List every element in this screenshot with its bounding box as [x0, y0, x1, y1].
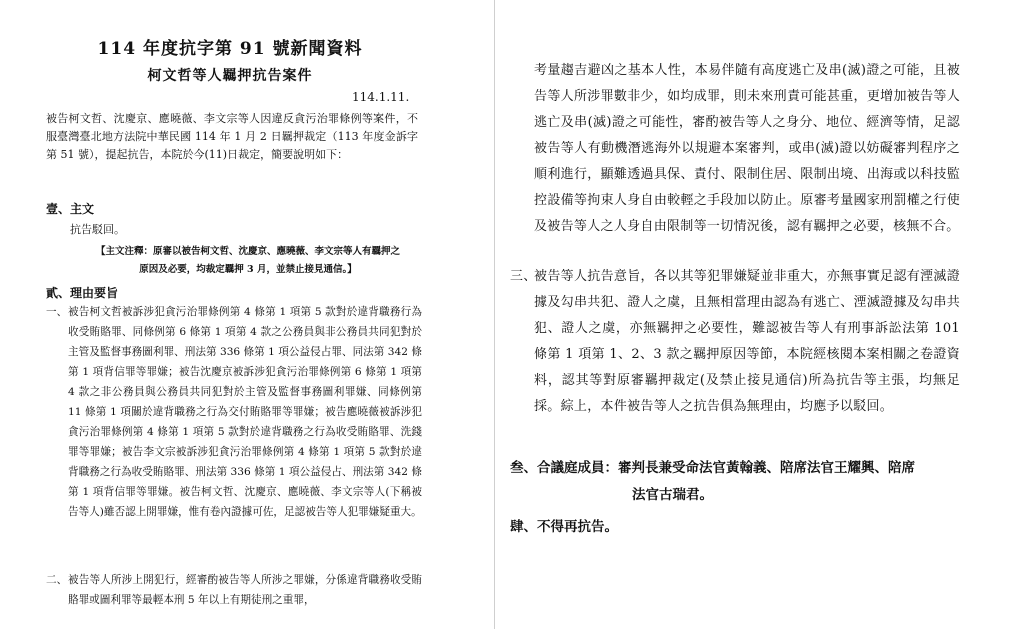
no-further-appeal: 肆、不得再抗告。 [510, 519, 618, 535]
document-title: 114 年度抗字第 91 號新聞資料 [97, 39, 363, 59]
reason-item-2-text: 被告等人所涉上開犯行，經審酌被告等人所涉之罪嫌，分係違背職務收受賄賂罪或圖利罪等最輕本刑 5 年以上有期徒刑之重罪， [68, 574, 422, 606]
reason-item-2-number: 二、 [46, 574, 68, 586]
ruling-text: 抗告駁回。 [70, 223, 125, 236]
panel-members [510, 455, 980, 509]
reason-item-2 [46, 570, 422, 610]
reason-item-1-text: 被告柯文哲被訴涉犯貪污治罪條例第 4 條第 1 項第 5 款對於違背職務行為收受賄賂罪、同條例第 6 條第 1 項第 4 款之公務員與非公務員共同犯對於主管及監督事務圖利罪、刑法第 336 條第 1 項公益侵占罪、同法第 342 條第 1 項背信罪等罪嫌；被告沈慶京被訴涉犯貪污治罪條例第 6 條第 1 項第 4 款之非公務員與公務員共同犯對於主管及監督事務圖利罪嫌、同條例第 11 條第 1 項關於違背職務之行為交付賄賂罪等罪嫌；被告應曉薇被訴涉犯貪污治罪條例第 4 條第 1 項第 5 款對於違背職務之行為收受賄賂罪、洗錢罪等罪嫌；被告李文宗被訴涉犯貪污治罪條例第 4 條第 1 項第 5 款對於違背職務之行為收受賄賂罪、刑法第 336 條第 1 項公益侵占、刑法第 342 條第 1 項背信罪等罪嫌。被告柯文哲、沈慶京、應曉薇、李文宗等人(下稱被告等人)雖否認上開罪嫌，惟有卷內證據可佐，足認被告等人犯罪嫌疑重大。 [68, 306, 422, 518]
reason-item-3-number: 三、 [510, 269, 537, 284]
reason-item-1 [46, 302, 422, 522]
panel-members-line-1: 叁、合議庭成員：審判長兼受命法官黃翰義、陪席法官王耀興、陪席 [510, 460, 915, 476]
ruling-note-line-2: 原因及必要，均裁定羈押 3 月，並禁止接見通信。】 [139, 264, 357, 275]
reason-item-1-number: 一、 [46, 306, 68, 318]
panel-members-line-2: 法官古瑞君。 [632, 487, 713, 503]
intro-paragraph: 被告柯文哲、沈慶京、應曉薇、李文宗等人因違反貪污治罪條例等案件，不服臺灣臺北地方法院中華民國 114 年 1 月 2 日羈押裁定（113 年度金訴字第 51 號），提起抗告，本院於今(11)日裁定，簡要說明如下： [46, 112, 418, 161]
reason-item-3 [510, 264, 960, 420]
ruling-note [62, 243, 434, 279]
section-2-heading: 貳、理由要旨 [46, 286, 119, 300]
reason-item-3-text: 被告等人抗告意旨，各以其等犯罪嫌疑並非重大，亦無事實足認有湮滅證據及勾串共犯、證人之虞，且無相當理由認為有逃亡、湮滅證據及勾串共犯、證人之虞，亦無羈押之必要性，難認被告等人有刑事訴訟法第 101 條第 1 項第 1、2、3 款之羈押原因等節，本院經核閱本案相關之卷證資料，認其等對原審羈押裁定(及禁止接見通信)所為抗告等主張，均無足採。綜上，本件被告等人之抗告俱為無理由，均應予以駁回。 [534, 269, 960, 414]
reason-item-2-continued: 考量趨吉避凶之基本人性，本易伴隨有高度逃亡及串(滅)證之可能，且被告等人所涉罪數非少，如均成罪，則未來刑責可能甚重，更增加被告等人逃亡及串(滅)證之可能性，審酌被告等人之身分、地位、經濟等情，足認被告等人有動機潛逃海外以規避本案審判，或串(滅)證以妨礙審判程序之順利進行，顯難透過具保、責付、限制住居、限制出境、出海或以科技監控設備等拘束人身自由較輕之手段加以防止。原審考量國家刑罰權之行使及被告等人之人身自由限制等一切情況後，認有羈押之必要，核無不合。 [534, 63, 960, 234]
section-1-heading: 壹、主文 [46, 202, 95, 216]
document-subtitle: 柯文哲等人羈押抗告案件 [147, 68, 313, 84]
document-date: 114.1.11. [352, 90, 410, 104]
ruling-note-line-1: 【主文注釋：原審以被告柯文哲、沈慶京、應曉薇、李文宗等人有羈押之 [95, 246, 400, 257]
right-document-page [496, 0, 1024, 629]
left-document-page [0, 0, 495, 629]
